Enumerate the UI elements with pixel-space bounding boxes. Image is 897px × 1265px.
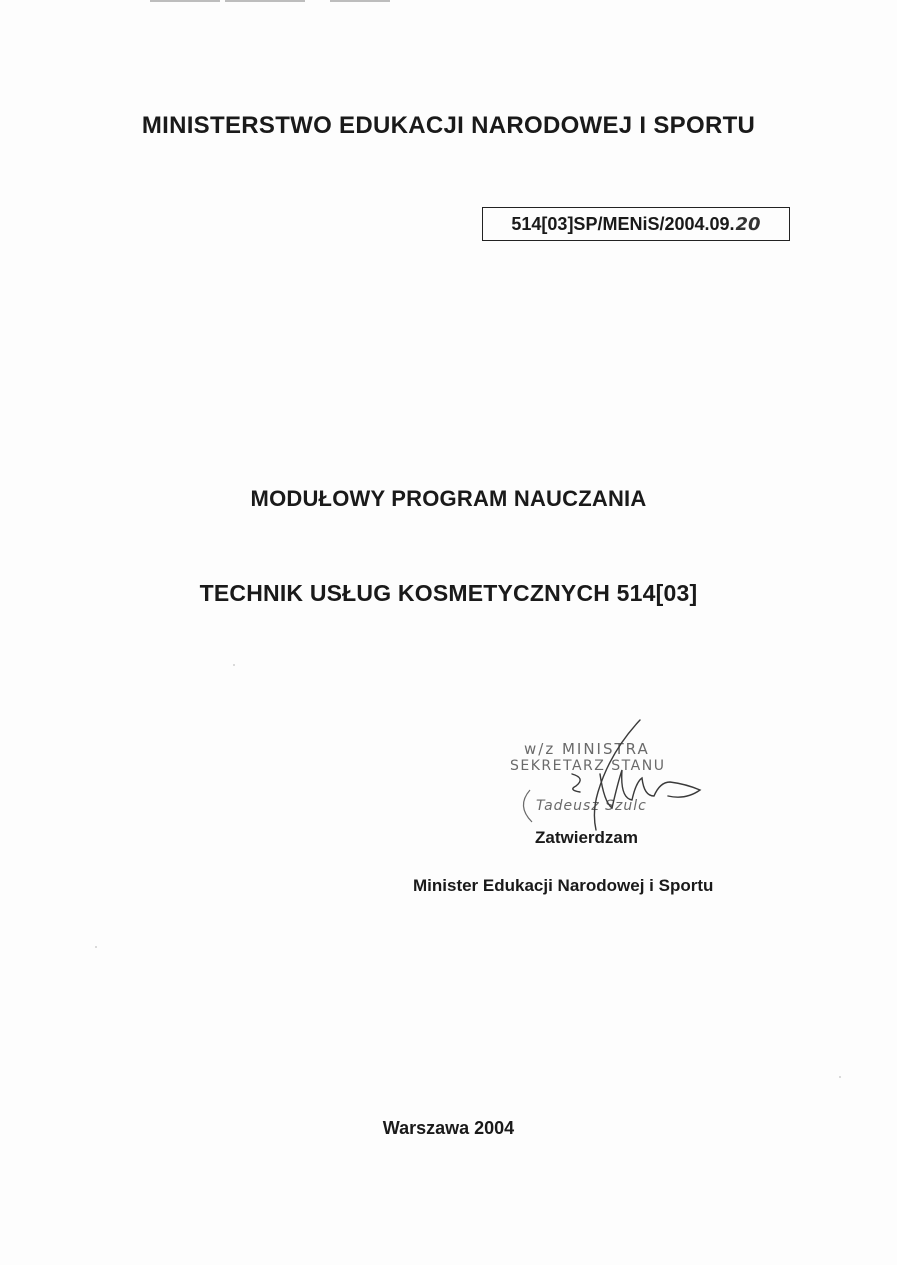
stamp-line-1: w/z MINISTRA — [524, 740, 650, 758]
stamp-line-2: SEKRETARZ STANU — [510, 758, 666, 774]
signature-icon — [500, 712, 720, 837]
program-title: MODUŁOWY PROGRAM NAUCZANIA — [250, 486, 647, 511]
scan-speck — [233, 664, 235, 666]
document-code-handwritten-number: 20 — [735, 213, 761, 235]
stamp-name: Tadeusz Szulc — [536, 798, 647, 814]
scan-edge-mark — [330, 0, 390, 2]
minister-title: Minister Edukacji Narodowej i Sportu — [413, 876, 714, 895]
scan-edge-mark — [225, 0, 305, 2]
place-and-date: Warszawa 2004 — [382, 1118, 515, 1138]
scan-edge-mark — [150, 0, 220, 2]
document-code: 514[03]SP/MENiS/2004.09. — [511, 213, 735, 234]
approval-label: Zatwierdzam — [535, 828, 638, 847]
scan-speck — [95, 946, 97, 948]
scan-speck — [839, 1076, 841, 1078]
document-code-box — [482, 207, 790, 241]
ministry-heading: MINISTERSTWO EDUKACJI NARODOWEJ I SPORTU — [141, 112, 756, 139]
profession-title: TECHNIK USŁUG KOSMETYCZNYCH 514[03] — [199, 580, 698, 606]
